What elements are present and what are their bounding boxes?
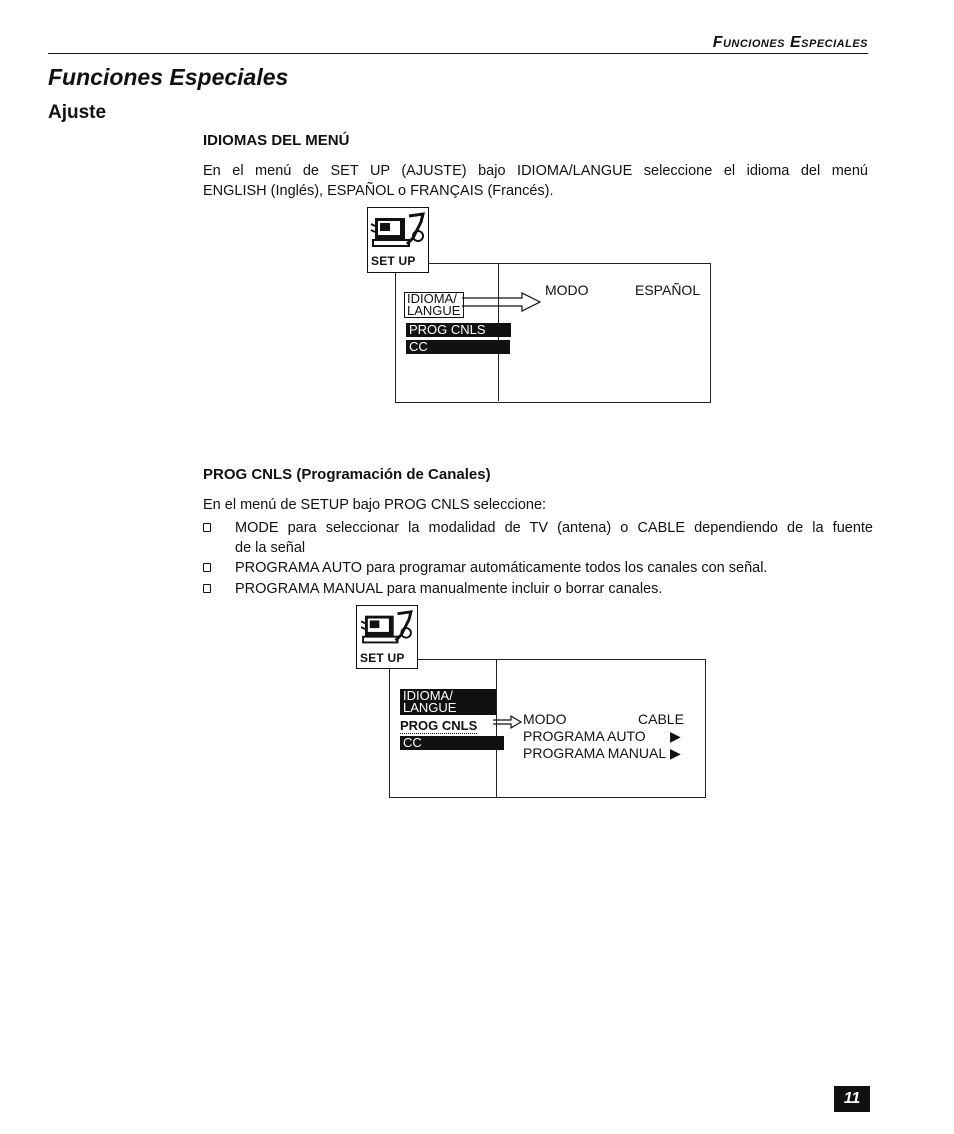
tv-tools-icon	[369, 210, 427, 256]
setup-menu-diagram-prog	[350, 604, 720, 804]
menu-item-cc: CC	[400, 736, 504, 750]
menu-item-cc: CC	[406, 340, 510, 354]
menu-item-prog-cnls: PROG CNLS	[406, 323, 511, 337]
menu-item-idioma-label: IDIOMA/	[407, 291, 457, 306]
bullet-item	[203, 579, 873, 599]
setup-icon	[356, 605, 418, 669]
idiomas-heading: IDIOMAS DEL MENÚ	[203, 132, 350, 149]
bullet-text-line2: de la señal	[235, 540, 306, 556]
page-number: 11	[834, 1086, 870, 1112]
bullet-square-icon	[203, 584, 211, 593]
running-header: Funciones Especiales	[712, 34, 868, 51]
menu-item-langue-label: LANGUE	[403, 700, 457, 715]
arrow-right-icon	[493, 714, 523, 730]
menu-option-value: CABLE	[638, 711, 684, 727]
setup-icon-label: SET UP	[371, 254, 416, 268]
setup-menu-diagram-idiomas	[360, 206, 720, 406]
menu-item-prog-cnls-selected: PROG CNLS	[400, 718, 478, 733]
menu-option-arrow-icon: ▶	[670, 728, 681, 744]
prog-heading: PROG CNLS (Programación de Canales)	[203, 466, 491, 483]
bullet-square-icon	[203, 523, 211, 532]
header-rule	[48, 53, 868, 54]
menu-option-label: MODO	[523, 711, 567, 727]
bullet-item	[203, 558, 873, 578]
arrow-right-icon	[462, 290, 542, 314]
prog-intro: En el menú de SETUP bajo PROG CNLS seleccione:	[203, 497, 547, 513]
menu-item-idioma-langue	[400, 689, 496, 715]
bullet-text-line1: PROGRAMA MANUAL para manualmente incluir o borrar canales.	[235, 581, 663, 597]
setup-icon	[367, 207, 429, 273]
menu-item-idioma-label: IDIOMA/	[403, 689, 453, 703]
menu-item-langue-label: LANGUE	[407, 303, 461, 318]
setup-icon-label: SET UP	[360, 651, 405, 665]
tv-tools-icon	[358, 608, 416, 652]
bullet-text-line1: PROGRAMA AUTO para programar automáticamente todos los canales con señal.	[235, 560, 768, 576]
menu-option-value: ESPAÑOL	[635, 282, 701, 298]
page-title: Funciones Especiales	[48, 64, 289, 90]
menu-option-label: PROGRAMA MANUAL	[523, 745, 667, 761]
idiomas-paragraph-line2: ENGLISH (Inglés), ESPAÑOL o FRANÇAIS (Francés).	[203, 183, 554, 199]
section-title: Ajuste	[48, 102, 107, 123]
bullet-item	[203, 518, 873, 558]
menu-option-label: MODO	[545, 282, 589, 298]
bullet-text-line1: MODE para seleccionar la modalidad de TV (antena) o CABLE dependiendo de la fuente	[235, 520, 873, 536]
menu-item-idioma-outlined	[404, 292, 464, 318]
idiomas-paragraph-line1: En el menú de SET UP (AJUSTE) bajo IDIOMA/LANGUE seleccione el idioma del menú	[203, 163, 868, 179]
menu-option-label: PROGRAMA AUTO	[523, 728, 646, 744]
bullet-square-icon	[203, 563, 211, 572]
menu-option-arrow-icon: ▶	[670, 745, 681, 761]
